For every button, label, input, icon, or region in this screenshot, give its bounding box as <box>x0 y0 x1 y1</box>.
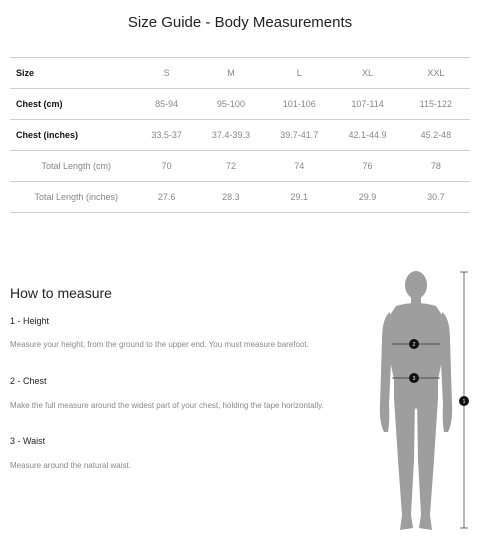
table-row <box>10 182 470 213</box>
table-cell: 78 <box>402 151 470 182</box>
table-cell: 30.7 <box>402 182 470 213</box>
step-desc-waist: Measure around the natural waist. <box>10 461 131 470</box>
table-cell: 115-122 <box>402 89 470 120</box>
table-cell: 85-94 <box>137 89 197 120</box>
table-cell: 76 <box>333 151 401 182</box>
step-title-height: 1 - Height <box>10 316 50 326</box>
table-cell: 39.7-41.7 <box>265 120 333 151</box>
size-col-m: M <box>197 58 265 89</box>
table-cell: 107-114 <box>333 89 401 120</box>
size-col-l: L <box>265 58 333 89</box>
svg-text:2: 2 <box>412 342 416 348</box>
table-cell: 33.5-37 <box>137 120 197 151</box>
table-cell: 28.3 <box>197 182 265 213</box>
table-cell: 101-106 <box>265 89 333 120</box>
table-row <box>10 89 470 120</box>
table-cell: 72 <box>197 151 265 182</box>
step-title-waist: 3 - Waist <box>10 436 46 446</box>
table-cell: 27.6 <box>137 182 197 213</box>
marker-height <box>459 396 469 406</box>
table-cell: 45.2-48 <box>402 120 470 151</box>
svg-text:3: 3 <box>412 376 416 382</box>
marker-waist <box>409 373 419 383</box>
table-row <box>10 120 470 151</box>
table-cell: 95-100 <box>197 89 265 120</box>
table-cell: 37.4-39.3 <box>197 120 265 151</box>
body-figure <box>360 260 480 540</box>
size-col-s: S <box>137 58 197 89</box>
row-label-chest-cm: Chest (cm) <box>10 89 137 120</box>
marker-chest <box>409 339 419 349</box>
size-col-xxl: XXL <box>402 58 470 89</box>
table-cell: 29.9 <box>333 182 401 213</box>
size-header-label: Size <box>10 58 137 89</box>
table-cell: 42.1-44.9 <box>333 120 401 151</box>
body-silhouette <box>380 271 452 530</box>
table-cell: 70 <box>137 151 197 182</box>
step-desc-height: Measure your height, from the ground to the upper end. You must measure barefoot. <box>10 340 309 349</box>
row-label-length-cm: Total Length (cm) <box>10 151 137 182</box>
size-table <box>10 57 470 213</box>
table-cell: 29.1 <box>265 182 333 213</box>
table-cell: 74 <box>265 151 333 182</box>
page-title: Size Guide - Body Measurements <box>127 14 353 31</box>
step-title-chest: 2 - Chest <box>10 376 47 386</box>
size-col-xl: XL <box>333 58 401 89</box>
row-label-chest-inches: Chest (inches) <box>10 120 137 151</box>
step-desc-chest: Make the full measure around the widest part of your chest, holding the tape horizontally. <box>10 401 324 410</box>
svg-text:1: 1 <box>462 399 466 405</box>
how-to-measure-heading: How to measure <box>10 285 112 301</box>
row-label-length-inches: Total Length (inches) <box>10 182 137 213</box>
table-header-row <box>10 58 470 89</box>
table-row <box>10 151 470 182</box>
